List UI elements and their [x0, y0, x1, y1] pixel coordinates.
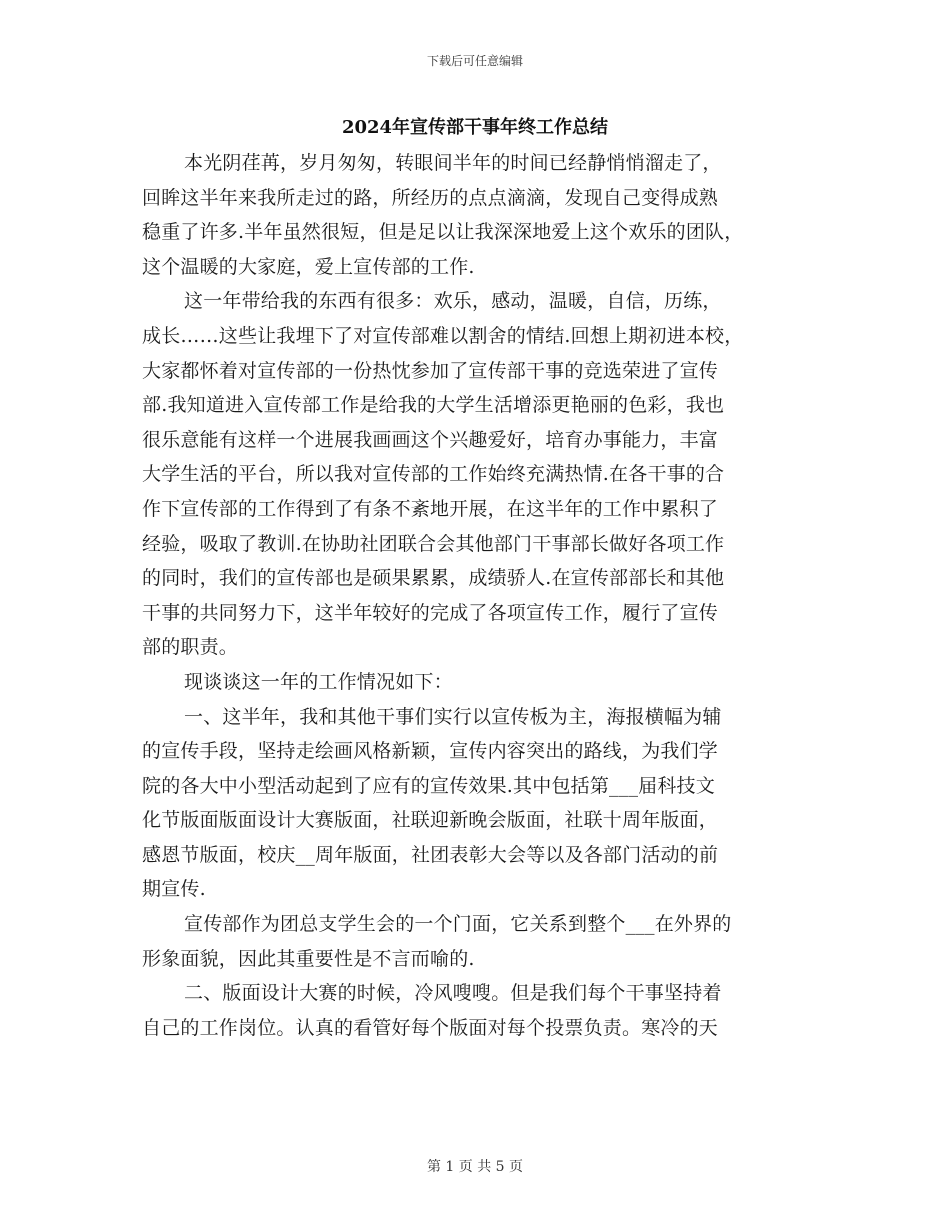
paragraph-line: 一、这半年，我和其他干事们实行以宣传板为主，海报横幅为辅 [184, 705, 722, 728]
paragraph-line: 本光阴荏苒，岁月匆匆，转眼间半年的时间已经静悄悄溜走了， [184, 152, 722, 174]
paragraph-line: 自己的工作岗位。认真的看管好每个版面对每个投票负责。寒冷的天 [142, 1016, 719, 1039]
paragraph-line: 这个温暖的大家庭，爱上宣传部的工作. [142, 255, 475, 278]
page-header-note: 下载后可任意编辑 [426, 54, 523, 68]
paragraph-line: 大家都怀着对宣传部的一份热忱参加了宣传部干事的竞选荣进了宣传 [142, 359, 719, 382]
paragraph-line: 这一年带给我的东西有很多：欢乐，感动，温暖，自信，历练， [184, 290, 722, 313]
paragraph-line: 宣传部作为团总支学生会的一个门面，它关系到整个___在外界的 [184, 913, 732, 936]
paragraph-line: 的同时，我们的宣传部也是硕果累累，成绩骄人.在宣传部部长和其他 [142, 567, 725, 590]
paragraph-line: 部.我知道进入宣传部工作是给我的大学生活增添更艳丽的色彩，我也 [142, 394, 725, 417]
paragraph-line: 现谈谈这一年的工作情况如下： [184, 670, 453, 693]
paragraph-line: 很乐意能有这样一个进展我画画这个兴趣爱好，培育办事能力，丰富 [142, 428, 719, 451]
document-title: 2024年宣传部干事年终工作总结 [341, 117, 609, 138]
paragraph-line: 化节版面版面设计大赛版面，社联迎新晚会版面，社联十周年版面， [142, 809, 719, 832]
paragraph-line: 稳重了许多.半年虽然很短，但是足以让我深深地爱上这个欢乐的团队， [142, 221, 744, 244]
document-body [142, 146, 822, 1045]
paragraph-line: 大学生活的平台，所以我对宣传部的工作始终充满热情.在各干事的合 [142, 463, 725, 486]
page-number-footer: 第 1 页 共 5 页 [426, 1159, 524, 1175]
paragraph-line: 成长……这些让我埋下了对宣传部难以割舍的情结.回想上期初进本校， [142, 324, 744, 347]
paragraph-line: 经验，吸取了教训.在协助社团联合会其他部门干事部长做好各项工作 [142, 532, 725, 555]
paragraph-line: 形象面貌，因此其重要性是不言而喻的. [142, 947, 475, 970]
paragraph-line: 干事的共同努力下，这半年较好的完成了各项宣传工作，履行了宣传 [142, 601, 719, 624]
paragraph-line: 二、版面设计大赛的时候，冷风嗖嗖。但是我们每个干事坚持着 [184, 982, 722, 1005]
paragraph-line: 期宣传. [142, 878, 206, 901]
paragraph-line: 感恩节版面，校庆__周年版面，社团表彰大会等以及各部门活动的前 [142, 843, 719, 866]
paragraph-line: 回眸这半年来我所走过的路，所经历的点点滴滴，发现自己变得成熟 [142, 186, 719, 209]
paragraph-line: 的宣传手段，坚持走绘画风格新颖，宣传内容突出的路线，为我们学 [142, 740, 719, 763]
paragraph-line: 作下宣传部的工作得到了有条不紊地开展，在这半年的工作中累积了 [142, 497, 719, 520]
paragraph-line: 院的各大中小型活动起到了应有的宣传效果.其中包括第___届科技文 [142, 774, 715, 797]
paragraph-line: 部的职责。 [142, 636, 239, 659]
